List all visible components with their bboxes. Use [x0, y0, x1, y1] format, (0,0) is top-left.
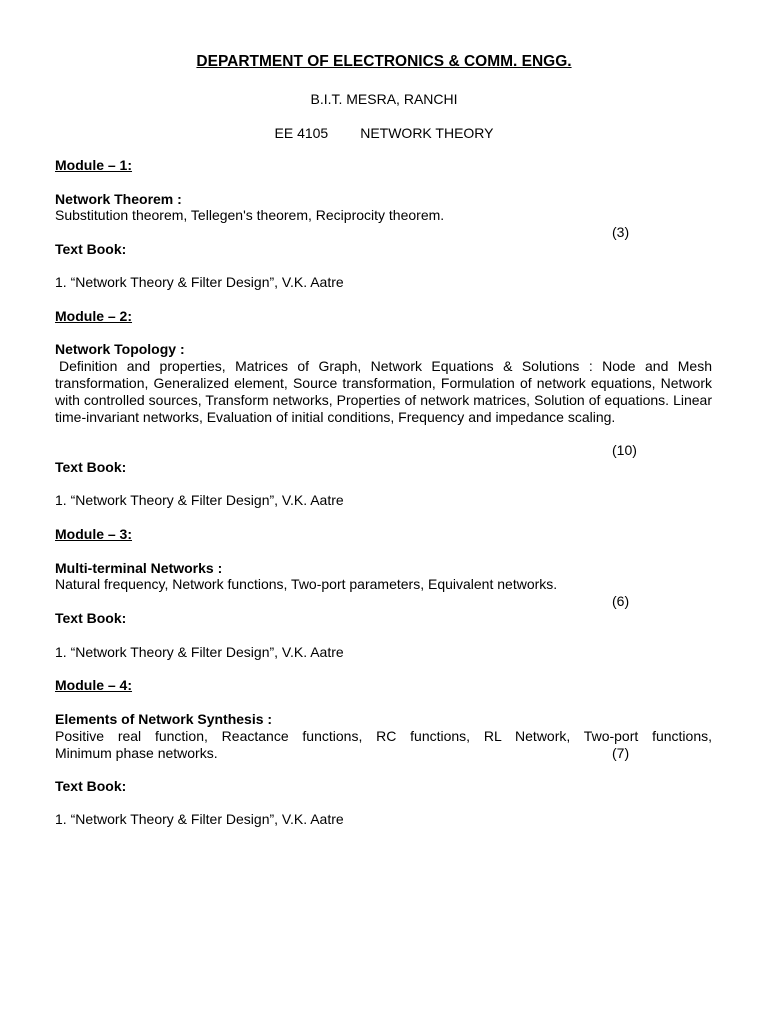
module-1-textbook: 1. “Network Theory & Filter Design”, V.K. Aatre: [55, 274, 344, 290]
module-2-textbook: 1. “Network Theory & Filter Design”, V.K. Aatre: [55, 492, 344, 508]
module-3-topic: Multi-terminal Networks :: [55, 560, 223, 576]
module-1-hours: (3): [612, 224, 630, 240]
module-2-textbook-label: Text Book:: [55, 459, 127, 475]
module-4-heading: Module – 4:: [55, 677, 133, 693]
module-1-content: Substitution theorem, Tellegen's theorem, Reciprocity theorem.: [55, 207, 445, 223]
module-2-heading: Module – 2:: [55, 308, 133, 324]
module-3-heading: Module – 3:: [55, 526, 133, 542]
module-3-content: Natural frequency, Network functions, Two-port parameters, Equivalent networks.: [55, 576, 558, 592]
department-title: DEPARTMENT OF ELECTRONICS & COMM. ENGG.: [196, 53, 572, 70]
module-1-textbook-label: Text Book:: [55, 241, 127, 257]
course-title: NETWORK THEORY: [360, 125, 494, 141]
module-1-heading: Module – 1:: [55, 157, 133, 173]
module-3-textbook-label: Text Book:: [55, 610, 127, 626]
module-2-hours: (10): [612, 442, 637, 458]
module-4-content-line2: Minimum phase networks.: [55, 745, 218, 761]
module-4-hours: (7): [612, 745, 630, 761]
module-4-textbook-label: Text Book:: [55, 778, 127, 794]
module-3-textbook: 1. “Network Theory & Filter Design”, V.K. Aatre: [55, 644, 344, 660]
institute-name: B.I.T. MESRA, RANCHI: [310, 91, 458, 107]
course-heading: [0, 125, 768, 142]
module-2-content: Definition and properties, Matrices of Graph, Network Equations & Solutions : Node and Mesh transformation, Generalized element, Source transformation, Formulation of network equations, Network with controlled sources, Transform networks, Properties of network matrices, Solution of equations. Linear time-invariant networks, Evaluation of initial conditions, Frequency and impedance scaling.: [55, 358, 712, 425]
module-4-content-line1: Positive real function, Reactance functions, RC functions, RL Network, Two-port functions,: [55, 728, 712, 744]
course-code: EE 4105: [274, 125, 329, 141]
module-3-hours: (6): [612, 593, 630, 609]
module-1-topic: Network Theorem :: [55, 191, 182, 207]
module-4-textbook: 1. “Network Theory & Filter Design”, V.K. Aatre: [55, 811, 344, 827]
module-2-topic: Network Topology :: [55, 341, 185, 357]
module-4-topic: Elements of Network Synthesis :: [55, 711, 273, 727]
